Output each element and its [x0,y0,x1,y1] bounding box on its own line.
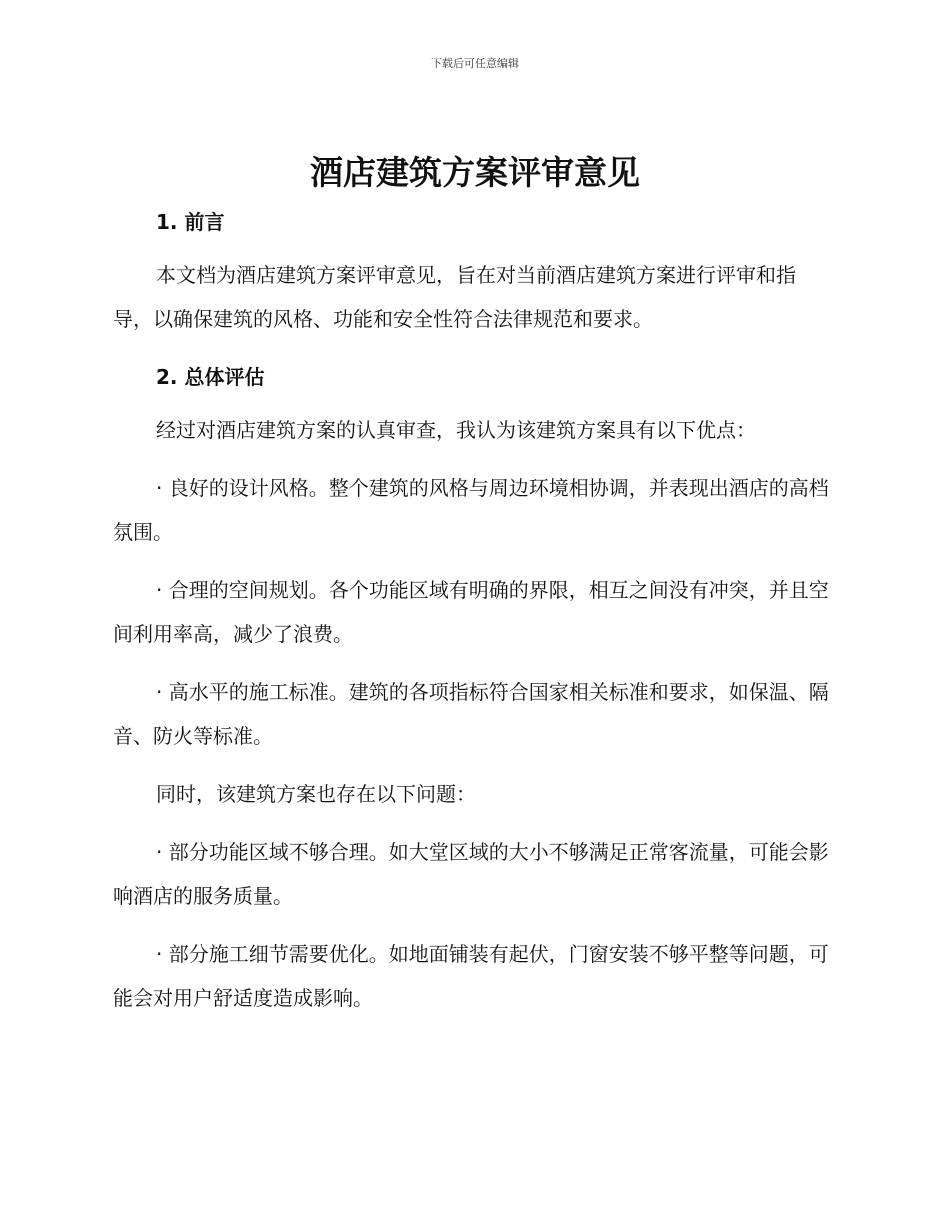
section-heading-preface: 1. 前言 [156,210,225,234]
bullet-item: · 合理的空间规划。各个功能区域有明确的界限，相互之间没有冲突，并且空间利用率高，减少了浪费。 [113,578,829,646]
bullet-item: · 部分施工细节需要优化。如地面铺装有起伏，门窗安装不够平整等问题，可能会对用户舒适度造成影响。 [113,942,829,1010]
section-heading-overall-assessment: 2. 总体评估 [156,365,265,389]
page-header-note: 下载后可任意编辑 [431,57,519,70]
paragraph: 同时，该建筑方案也存在以下问题： [156,782,476,806]
paragraph: 本文档为酒店建筑方案评审意见，旨在对当前酒店建筑方案进行评审和指导，以确保建筑的风格、功能和安全性符合法律规范和要求。 [113,263,796,331]
bullet-item: · 良好的设计风格。整个建筑的风格与周边环境相协调，并表现出酒店的高档氛围。 [113,476,829,544]
bullet-item: · 部分功能区域不够合理。如大堂区域的大小不够满足正常客流量，可能会影响酒店的服务质量。 [113,840,829,908]
document-body [113,200,833,1034]
document-title: 酒店建筑方案评审意见 [310,153,640,192]
bullet-item: · 高水平的施工标准。建筑的各项指标符合国家相关标准和要求，如保温、隔音、防火等标准。 [113,680,829,748]
paragraph: 经过对酒店建筑方案的认真审查，我认为该建筑方案具有以下优点： [156,418,756,442]
